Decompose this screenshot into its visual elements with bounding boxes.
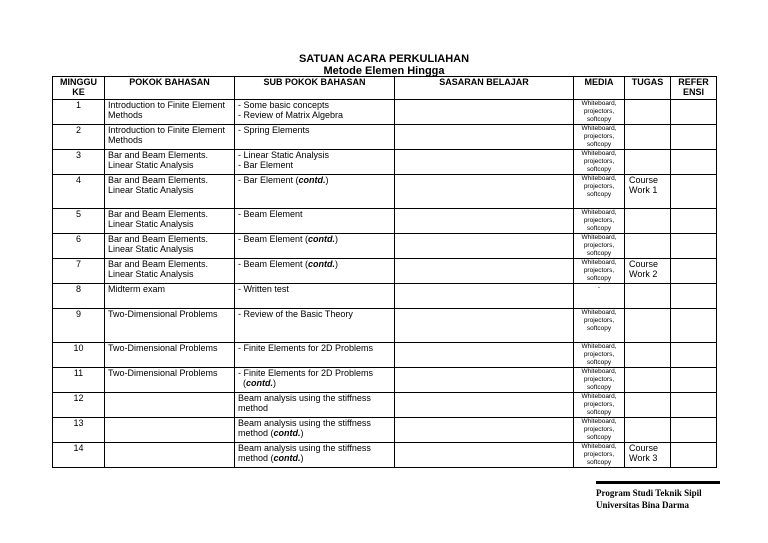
cell-media-line: Whiteboard,: [581, 343, 617, 350]
cell-tugas-line: Course: [629, 259, 659, 269]
cell-media-line: Whiteboard,: [581, 418, 617, 425]
cell-pokok-bahasan: [105, 125, 235, 150]
cell-sub-pokok-bahasan-line: method (contd.): [238, 453, 304, 463]
cell-media-line: Whiteboard,: [581, 393, 617, 400]
cell-sub-pokok-bahasan: [235, 259, 395, 284]
document-title: SATUAN ACARA PERKULIAHAN: [298, 53, 470, 65]
cell-tugas-line: Work 1: [629, 185, 658, 195]
table-row: [53, 443, 717, 468]
cell-sub-pokok-bahasan-line: Beam analysis using the stiffness: [238, 418, 371, 428]
cell-sasaran-belajar: [395, 100, 574, 125]
table-row: [53, 393, 717, 418]
cell-media: [574, 368, 625, 393]
cell-pokok-bahasan-line: Bar and Beam Elements.: [108, 150, 209, 160]
cell-tugas: [625, 284, 671, 309]
cell-sasaran-belajar: [395, 418, 574, 443]
cell-referensi: [671, 150, 717, 175]
cell-media-line: softcopy: [586, 116, 612, 123]
cell-pokok-bahasan-line: Introduction to Finite Element: [108, 100, 226, 110]
cell-week: 3: [53, 150, 105, 175]
cell-pokok-bahasan: [105, 175, 235, 209]
cell-media-line: softcopy: [586, 384, 612, 391]
cell-media-line: projectors,: [583, 158, 615, 165]
cell-pokok-bahasan-line: Linear Static Analysis: [108, 244, 194, 254]
cell-referensi: [671, 209, 717, 234]
cell-pokok-bahasan: [105, 418, 235, 443]
cell-media-line: Whiteboard,: [581, 209, 617, 216]
cell-week: 9: [53, 309, 105, 343]
header-pokok-bahasan: POKOK BAHASAN: [105, 77, 235, 100]
cell-sub-pokok-bahasan-line: Beam analysis using the stiffness: [238, 443, 371, 453]
cell-week: 5: [53, 209, 105, 234]
cell-sub-pokok-bahasan: [235, 125, 395, 150]
cell-media-line: softcopy: [586, 225, 612, 232]
cell-sub-pokok-bahasan-line: - Finite Elements for 2D Problems: [238, 343, 374, 353]
cell-referensi: [671, 368, 717, 393]
cell-sub-pokok-bahasan: [235, 418, 395, 443]
cell-media: [574, 343, 625, 368]
cell-referensi: [671, 309, 717, 343]
cell-sasaran-belajar: [395, 343, 574, 368]
cell-media-line: projectors,: [583, 317, 615, 324]
contd-emphasis: contd.: [298, 175, 326, 185]
cell-pokok-bahasan: [105, 284, 235, 309]
cell-sasaran-belajar: [395, 284, 574, 309]
cell-referensi: [671, 125, 717, 150]
cell-week: 4: [53, 175, 105, 209]
footer-program: Program Studi Teknik Sipil: [596, 488, 702, 498]
cell-media: [574, 125, 625, 150]
schedule-table: [52, 76, 717, 468]
cell-week: 8: [53, 284, 105, 309]
table-row: [53, 368, 717, 393]
cell-media-line: softcopy: [586, 409, 612, 416]
cell-media-line: Whiteboard,: [581, 309, 617, 316]
cell-media-line: Whiteboard,: [581, 259, 617, 266]
cell-media-line: -: [597, 284, 601, 291]
cell-media-line: softcopy: [586, 359, 612, 366]
cell-pokok-bahasan: [105, 234, 235, 259]
header-media: MEDIA: [574, 77, 625, 100]
contd-emphasis: contd.: [246, 378, 273, 388]
cell-referensi: [671, 259, 717, 284]
cell-pokok-bahasan-line: Linear Static Analysis: [108, 219, 194, 229]
cell-sub-pokok-bahasan: [235, 175, 395, 209]
cell-pokok-bahasan: [105, 100, 235, 125]
table-row: [53, 100, 717, 125]
cell-sub-pokok-bahasan-line: - Written test: [238, 284, 289, 294]
cell-media: [574, 393, 625, 418]
cell-pokok-bahasan-line: Linear Static Analysis: [108, 269, 194, 279]
cell-referensi: [671, 100, 717, 125]
cell-pokok-bahasan-line: Bar and Beam Elements.: [108, 259, 209, 269]
cell-pokok-bahasan-line: Bar and Beam Elements.: [108, 175, 209, 185]
cell-media: [574, 175, 625, 209]
cell-sub-pokok-bahasan: [235, 309, 395, 343]
cell-media-line: softcopy: [586, 434, 612, 441]
cell-pokok-bahasan: [105, 309, 235, 343]
cell-media: [574, 259, 625, 284]
header-referensi-line2: ENSI: [682, 87, 704, 97]
cell-pokok-bahasan-line: Linear Static Analysis: [108, 185, 194, 195]
cell-pokok-bahasan: [105, 343, 235, 368]
cell-media-line: softcopy: [586, 141, 612, 148]
cell-week: 12: [53, 393, 105, 418]
cell-media: [574, 150, 625, 175]
header-referensi: [671, 77, 717, 100]
cell-media: [574, 443, 625, 468]
header-tugas: TUGAS: [625, 77, 671, 100]
cell-media-line: softcopy: [586, 459, 612, 466]
cell-sasaran-belajar: [395, 259, 574, 284]
cell-sub-pokok-bahasan: [235, 209, 395, 234]
cell-week: 1: [53, 100, 105, 125]
cell-tugas: [625, 100, 671, 125]
cell-sub-pokok-bahasan-line: - Some basic concepts: [238, 100, 330, 110]
cell-sub-pokok-bahasan: [235, 368, 395, 393]
cell-sub-pokok-bahasan-line: - Bar Element (contd.): [238, 175, 329, 185]
cell-tugas-line: Work 2: [629, 269, 658, 279]
cell-tugas: [625, 368, 671, 393]
cell-pokok-bahasan: [105, 443, 235, 468]
cell-pokok-bahasan-line: Two-Dimensional Problems: [108, 343, 218, 353]
cell-tugas: [625, 343, 671, 368]
cell-media-line: projectors,: [583, 183, 615, 190]
cell-media-line: Whiteboard,: [581, 150, 617, 157]
table-row: [53, 175, 717, 209]
contd-emphasis: contd.: [273, 428, 301, 438]
cell-tugas: [625, 125, 671, 150]
table-body: [53, 100, 717, 468]
cell-tugas: [625, 175, 671, 209]
cell-pokok-bahasan: [105, 393, 235, 418]
cell-referensi: [671, 175, 717, 209]
cell-media-line: projectors,: [583, 217, 615, 224]
cell-pokok-bahasan: [105, 368, 235, 393]
cell-sub-pokok-bahasan: [235, 150, 395, 175]
table-row: [53, 150, 717, 175]
cell-tugas: [625, 393, 671, 418]
cell-media: [574, 418, 625, 443]
cell-media-line: softcopy: [586, 325, 612, 332]
cell-sub-pokok-bahasan: [235, 234, 395, 259]
contd-emphasis: contd.: [273, 453, 301, 463]
cell-media-line: projectors,: [583, 401, 615, 408]
cell-week: 13: [53, 418, 105, 443]
cell-pokok-bahasan-line: Bar and Beam Elements.: [108, 209, 209, 219]
cell-tugas-line: Course: [629, 443, 659, 453]
contd-emphasis: contd.: [308, 259, 336, 269]
cell-referensi: [671, 418, 717, 443]
cell-sub-pokok-bahasan: [235, 393, 395, 418]
cell-referensi: [671, 443, 717, 468]
table-row: [53, 209, 717, 234]
cell-sub-pokok-bahasan: [235, 284, 395, 309]
cell-media: [574, 100, 625, 125]
header-minggu: [53, 77, 105, 100]
table-header-row: [53, 77, 717, 100]
header-referensi-line1: REFER: [678, 77, 709, 87]
cell-pokok-bahasan-line: Methods: [108, 110, 143, 120]
cell-sasaran-belajar: [395, 150, 574, 175]
cell-referensi: [671, 284, 717, 309]
cell-tugas: [625, 418, 671, 443]
cell-referensi: [671, 234, 717, 259]
cell-pokok-bahasan-line: Two-Dimensional Problems: [108, 309, 218, 319]
cell-media-line: projectors,: [583, 267, 615, 274]
footer-rule: [596, 481, 720, 484]
header-minggu-line2: KE: [72, 87, 85, 97]
cell-week: 11: [53, 368, 105, 393]
cell-media-line: projectors,: [583, 351, 615, 358]
table-row: [53, 259, 717, 284]
cell-sasaran-belajar: [395, 125, 574, 150]
cell-sasaran-belajar: [395, 368, 574, 393]
header-minggu-line1: MINGGU: [60, 77, 97, 87]
cell-sasaran-belajar: [395, 443, 574, 468]
cell-week: 14: [53, 443, 105, 468]
cell-tugas: [625, 150, 671, 175]
cell-media-line: projectors,: [583, 451, 615, 458]
cell-tugas: [625, 209, 671, 234]
cell-sasaran-belajar: [395, 234, 574, 259]
cell-sub-pokok-bahasan-line: - Spring Elements: [238, 125, 310, 135]
header-sub-pokok-bahasan: SUB POKOK BAHASAN: [235, 77, 395, 100]
cell-pokok-bahasan: [105, 150, 235, 175]
cell-media-line: Whiteboard,: [581, 125, 617, 132]
table-row: [53, 343, 717, 368]
table-row: [53, 284, 717, 309]
cell-pokok-bahasan-line: Linear Static Analysis: [108, 160, 194, 170]
cell-week: 2: [53, 125, 105, 150]
cell-media-line: projectors,: [583, 133, 615, 140]
cell-sub-pokok-bahasan-line: - Beam Element (contd.): [238, 259, 339, 269]
cell-week: 7: [53, 259, 105, 284]
cell-tugas: [625, 234, 671, 259]
cell-sub-pokok-bahasan: [235, 100, 395, 125]
cell-pokok-bahasan-line: Methods: [108, 135, 143, 145]
cell-media: [574, 234, 625, 259]
cell-week: 10: [53, 343, 105, 368]
cell-media-line: softcopy: [586, 191, 612, 198]
cell-sub-pokok-bahasan-line: - Beam Element: [238, 209, 303, 219]
cell-sub-pokok-bahasan-line: - Review of the Basic Theory: [238, 309, 353, 319]
cell-media-line: softcopy: [586, 166, 612, 173]
cell-media-line: Whiteboard,: [581, 443, 617, 450]
cell-sub-pokok-bahasan-line: method: [238, 403, 269, 413]
footer-university: Universitas Bina Darma: [596, 500, 689, 510]
cell-media: [574, 284, 625, 309]
cell-pokok-bahasan-line: Two-Dimensional Problems: [108, 368, 218, 378]
cell-pokok-bahasan-line: Midterm exam: [108, 284, 166, 294]
cell-sub-pokok-bahasan-line: - Linear Static Analysis: [238, 150, 330, 160]
cell-sub-pokok-bahasan-line: Beam analysis using the stiffness: [238, 393, 371, 403]
cell-sub-pokok-bahasan-line: - Finite Elements for 2D Problems: [238, 368, 374, 378]
cell-media-line: Whiteboard,: [581, 234, 617, 241]
table-row: [53, 418, 717, 443]
cell-sub-pokok-bahasan-line: (contd.): [238, 378, 276, 388]
table-row: [53, 125, 717, 150]
cell-referensi: [671, 343, 717, 368]
cell-media-line: Whiteboard,: [581, 368, 617, 375]
cell-sasaran-belajar: [395, 309, 574, 343]
cell-pokok-bahasan: [105, 259, 235, 284]
cell-sub-pokok-bahasan-line: - Bar Element: [238, 160, 294, 170]
cell-week: 6: [53, 234, 105, 259]
cell-sub-pokok-bahasan-line: method (contd.): [238, 428, 304, 438]
cell-media-line: projectors,: [583, 376, 615, 383]
cell-pokok-bahasan-line: Introduction to Finite Element: [108, 125, 226, 135]
cell-sasaran-belajar: [395, 393, 574, 418]
cell-referensi: [671, 393, 717, 418]
cell-tugas: [625, 443, 671, 468]
cell-media-line: Whiteboard,: [581, 175, 617, 182]
cell-sasaran-belajar: [395, 209, 574, 234]
cell-sasaran-belajar: [395, 175, 574, 209]
table-row: [53, 309, 717, 343]
cell-media: [574, 309, 625, 343]
cell-media-line: projectors,: [583, 242, 615, 249]
cell-tugas-line: Course: [629, 175, 659, 185]
cell-sub-pokok-bahasan: [235, 443, 395, 468]
cell-media-line: projectors,: [583, 108, 615, 115]
table-row: [53, 234, 717, 259]
cell-sub-pokok-bahasan-line: - Review of Matrix Algebra: [238, 110, 344, 120]
cell-tugas-line: Work 3: [629, 453, 658, 463]
cell-tugas: [625, 309, 671, 343]
cell-media-line: projectors,: [583, 426, 615, 433]
cell-pokok-bahasan-line: Bar and Beam Elements.: [108, 234, 209, 244]
cell-media-line: softcopy: [586, 250, 612, 257]
cell-pokok-bahasan: [105, 209, 235, 234]
cell-tugas: [625, 259, 671, 284]
cell-media-line: Whiteboard,: [581, 100, 617, 107]
cell-media-line: softcopy: [586, 275, 612, 282]
document-subtitle: Metode Elemen Hingga: [323, 65, 445, 77]
cell-sub-pokok-bahasan-line: - Beam Element (contd.): [238, 234, 339, 244]
cell-sub-pokok-bahasan: [235, 343, 395, 368]
header-sasaran-belajar: SASARAN BELAJAR: [395, 77, 574, 100]
contd-emphasis: contd.: [308, 234, 336, 244]
cell-media: [574, 209, 625, 234]
